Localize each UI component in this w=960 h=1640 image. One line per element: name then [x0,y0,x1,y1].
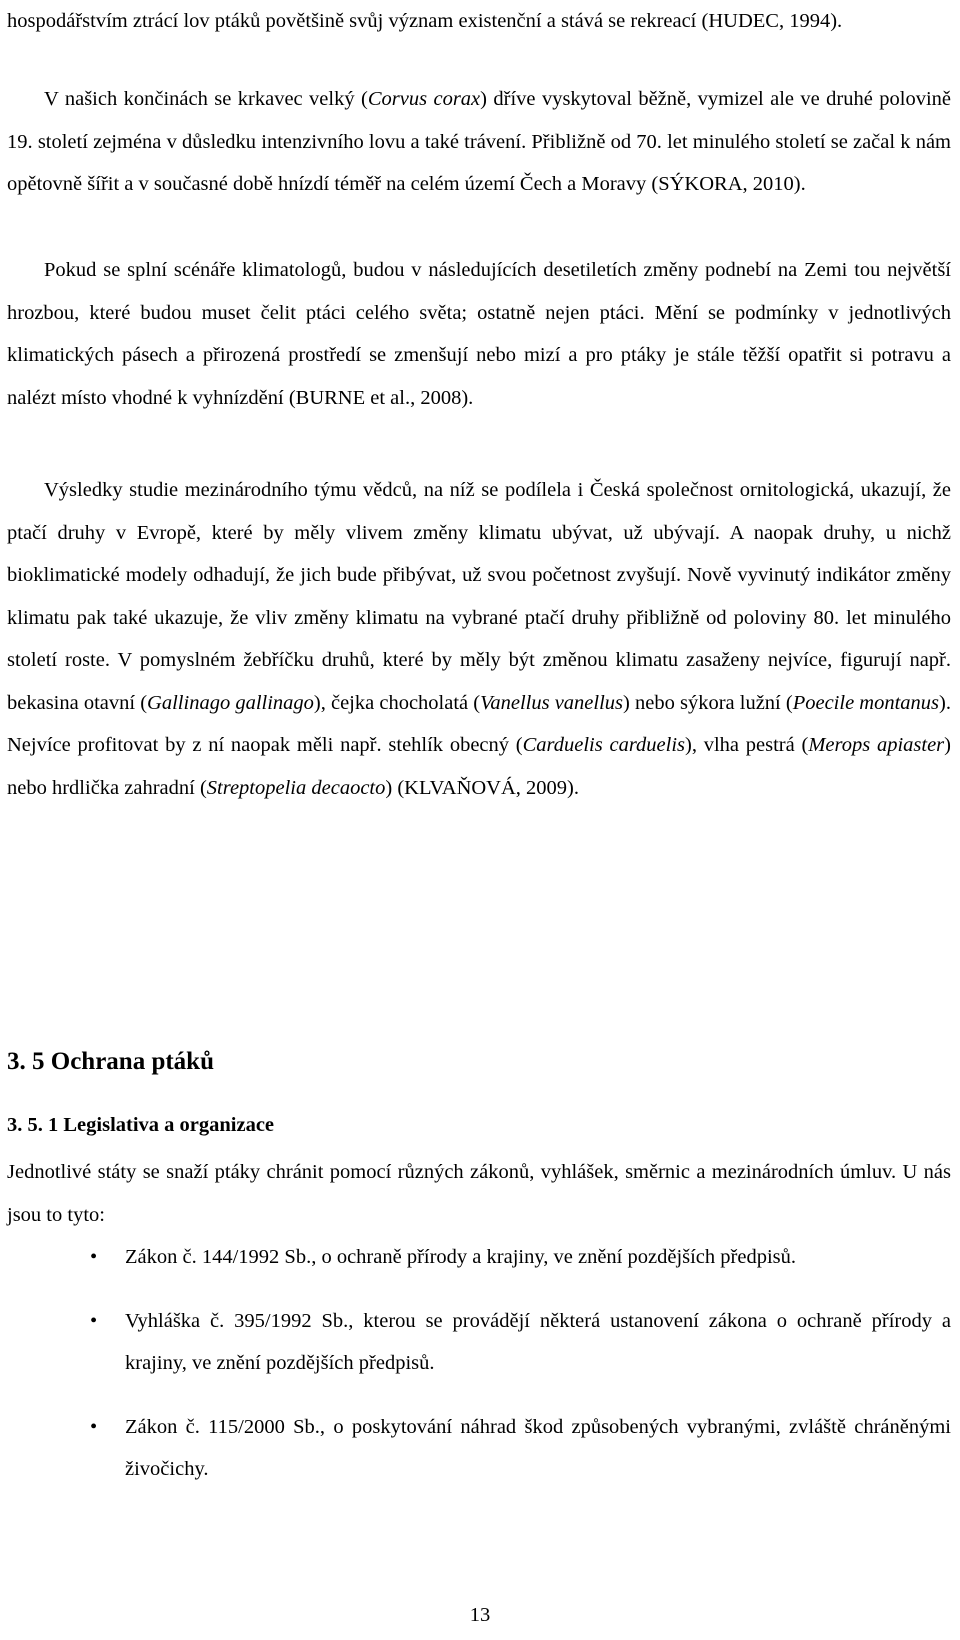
bullet-icon: • [90,1309,98,1332]
subsection-heading: 3. 5. 1 Legislativa a organizace [7,1114,275,1136]
list-item-text: Zákon č. 115/2000 Sb., o poskytování náhrad škod způsobených vybranými, zvláště chráněnými živočichy. [125,1415,951,1480]
bullet-icon: • [90,1415,98,1438]
paragraph: Pokud se splní scénáře klimatologů, budou v následujících desetiletích změny podnebí na Zemi tou největší hrozbou, které budou muset čelit ptáci celého světa; ostatně nejen ptáci. Mění se podmínky v jednotlivých klimatických pásech a přirozená prostředí se zmenšují nebo mizí a pro ptáky je stále těžší opatřit si potravu a nalézt místo vhodné k vyhnízdění (BURNE et al., 2008). [7,259,951,409]
paragraph: Výsledky studie mezinárodního týmu vědců, na níž se podílela i Česká společnost ornitologická, ukazují, že ptačí druhy v Evropě, které by měly vlivem změny klimatu ubývat, už ubývají. A naopak druhy, u nichž bioklimatické modely odhadují, že jich bude přibývat, už svou početnost zvyšují. Nově vyvinutý indikátor změny klimatu pak také ukazuje, že vliv změny klimatu na vybrané ptačí druhy přibližně od poloviny 80. let minulého století roste. V pomyslném žebříčku druhů, které by měly být změnou klimatu zasaženy nejvíce, figurují např. bekasina otavní (Gallinago gallinago), čejka chocholatá (Vanellus vanellus) nebo sýkora lužní (Poecile montanus). Nejvíce profitovat by z ní naopak měli např. stehlík obecný (Carduelis carduelis), vlha pestrá (Merops apiaster) nebo hrdlička zahradní (Streptopelia decaocto) (KLVAŇOVÁ, 2009). [7,479,951,799]
bullet-icon: • [90,1246,98,1268]
list-item [7,1300,951,1385]
paragraph: V našich končinách se krkavec velký (Corvus corax) dříve vyskytoval běžně, vymizel ale ve druhé polovině 19. století zejména v důsledku intenzivního lovu a také trávení. Přibližně od 70. let minulého století se začal k nám opětovně šířit a v současné době hnízdí téměř na celém území Čech a Moravy (SÝKORA, 2010). [7,88,952,195]
page-number: 13 [469,1604,491,1626]
list-item [7,1236,951,1279]
paragraph: hospodářstvím ztrácí lov ptáků povětšině svůj význam existenční a stává se rekreací (HUDEC, 1994). [7,10,843,32]
list-item-text: Vyhláška č. 395/1992 Sb., kterou se provádějí některá ustanovení zákona o ochraně přírody a krajiny, ve znění pozdějších předpisů. [125,1309,951,1374]
legislation-list [7,1236,951,1512]
list-item [7,1406,951,1491]
section-heading: 3. 5 Ochrana ptáků [7,1048,214,1075]
list-item-text: Zákon č. 144/1992 Sb., o ochraně přírody a krajiny, ve znění pozdějších předpisů. [125,1246,797,1268]
section-intro: Jednotlivé státy se snaží ptáky chránit pomocí různých zákonů, vyhlášek, směrnic a mezinárodních úmluv. U nás jsou to tyto: [7,1161,951,1226]
